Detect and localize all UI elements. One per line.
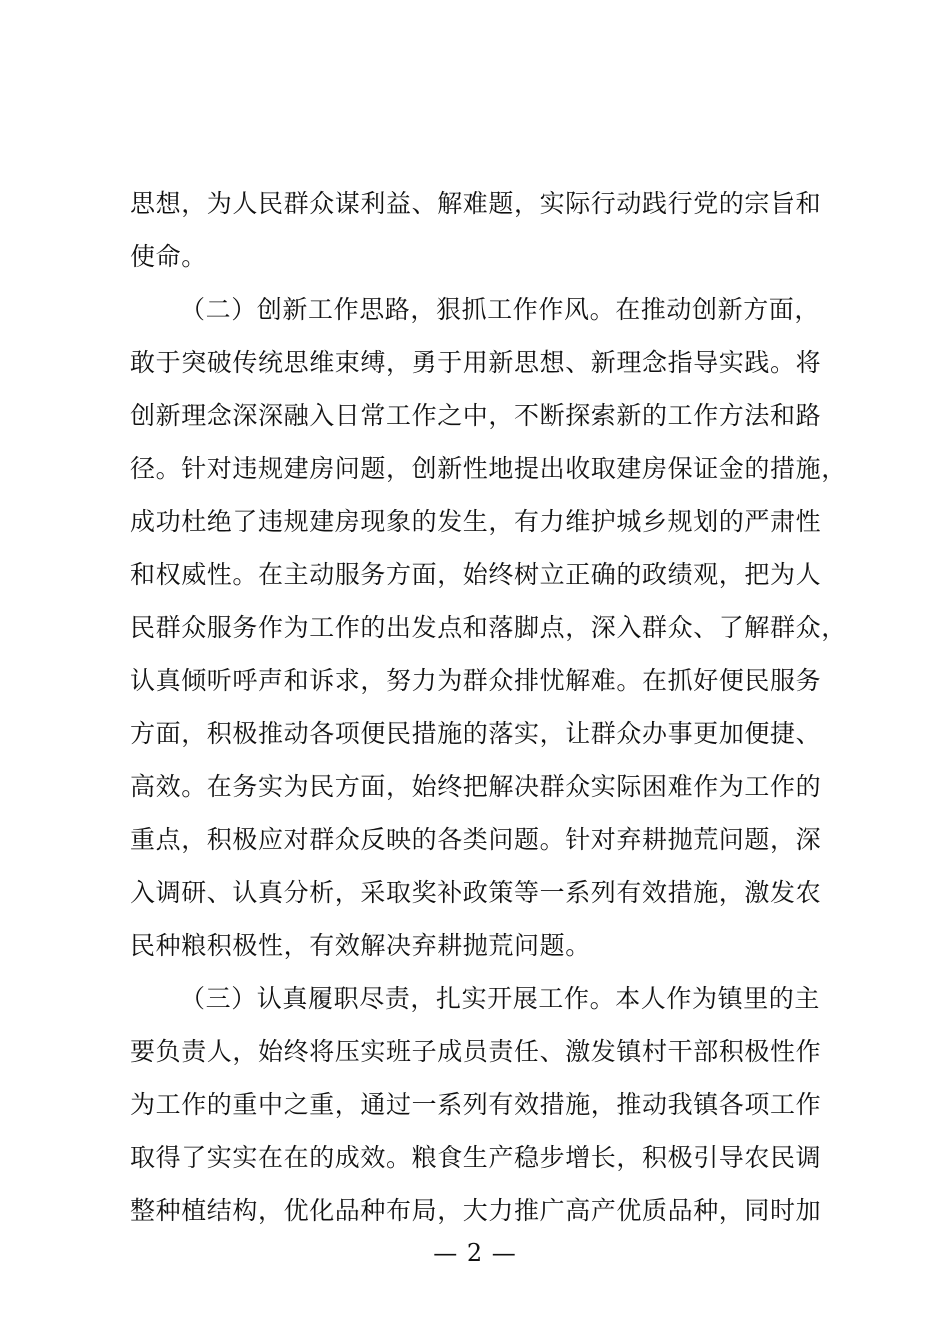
body-line: 民群众服务作为工作的出发点和落脚点，深入群众、了解群众， xyxy=(130,613,847,642)
body-line: 整种植结构，优化品种布局，大力推广高产优质品种，同时加 xyxy=(130,1196,822,1225)
body-line: 民种粮积极性，有效解决弃耕抛荒问题。 xyxy=(130,931,591,960)
body-line: 敢于突破传统思维束缚，勇于用新思想、新理念指导实践。将 xyxy=(130,348,822,377)
body-line: 创新理念深深融入日常工作之中，不断探索新的工作方法和路 xyxy=(130,401,822,430)
body-line: 使命。 xyxy=(130,242,207,271)
body-line: 和权威性。在主动服务方面，始终树立正确的政绩观，把为人 xyxy=(130,560,822,589)
body-line: 高效。在务实为民方面，始终把解决群众实际困难作为工作的 xyxy=(130,772,822,801)
body-line: 成功杜绝了违规建房现象的发生，有力维护城乡规划的严肃性 xyxy=(130,507,822,536)
body-line: 入调研、认真分析，采取奖补政策等一系列有效措施，激发农 xyxy=(130,878,822,907)
body-line: 方面，积极推动各项便民措施的落实，让群众办事更加便捷、 xyxy=(130,719,822,748)
page-number: — 2 — xyxy=(433,1239,517,1267)
body-line: 为工作的重中之重，通过一系列有效措施，推动我镇各项工作 xyxy=(130,1090,822,1119)
section-heading-line: （二）创新工作思路，狠抓工作作风。在推动创新方面， xyxy=(180,295,821,324)
body-line: 重点，积极应对群众反映的各类问题。针对弃耕抛荒问题，深 xyxy=(130,825,822,854)
body-line: 思想，为人民群众谋利益、解难题，实际行动践行党的宗旨和 xyxy=(130,189,822,218)
body-line: 要负责人，始终将压实班子成员责任、激发镇村干部积极性作 xyxy=(130,1037,822,1066)
body-line: 径。针对违规建房问题，创新性地提出收取建房保证金的措施， xyxy=(130,454,847,483)
body-line: 认真倾听呼声和诉求，努力为群众排忧解难。在抓好便民服务 xyxy=(130,666,822,695)
section-heading-line: （三）认真履职尽责，扎实开展工作。本人作为镇里的主 xyxy=(180,984,821,1013)
body-line: 取得了实实在在的成效。粮食生产稳步增长，积极引导农民调 xyxy=(130,1143,822,1172)
